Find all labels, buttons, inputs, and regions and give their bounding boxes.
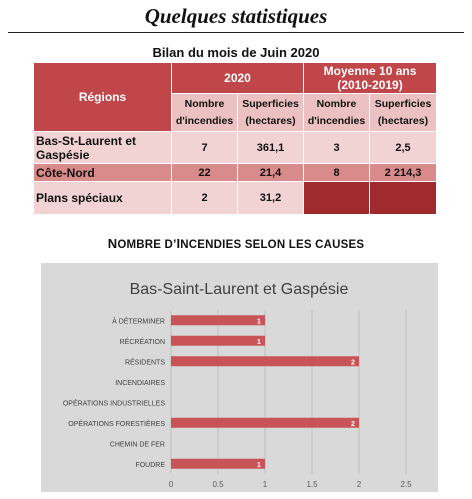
col-nombre-2020	[172, 94, 238, 132]
category-label: RÉCRÉATION	[119, 338, 165, 346]
section-title-initial: N	[107, 236, 118, 251]
regions-header: Régions	[34, 63, 172, 132]
col-superficies-average	[370, 94, 437, 132]
data-label: 2	[351, 420, 355, 428]
section-title	[0, 236, 472, 251]
cell-superficies-2020: 21,4	[238, 164, 304, 182]
group-average-header	[304, 63, 437, 94]
cell-nombre-2020: 2	[172, 182, 238, 215]
section-title-part2: NCENDIES SELON LES CAUSES	[180, 239, 365, 251]
table-row	[34, 164, 437, 182]
category-label: À DÉTERMINER	[112, 318, 165, 326]
cell-nombre-2020: 22	[172, 164, 238, 182]
x-tick-label: 1.5	[306, 480, 318, 489]
cell-nombre-average: 3	[304, 132, 370, 164]
region-name-line1: Bas-St-Laurent et	[36, 133, 137, 148]
x-tick-label: 2	[356, 480, 362, 489]
x-tick-label: 0	[168, 480, 174, 489]
category-label: OPÉRATIONS INDUSTRIELLES	[62, 400, 165, 408]
group-average-line1: Moyenne 10 ans	[323, 64, 417, 78]
category-label: FOUDRE	[135, 461, 165, 469]
group-2020-header: 2020	[172, 63, 304, 94]
col-nombre-line2: d'incendies	[175, 114, 234, 127]
cell-superficies-2020: 31,2	[238, 182, 304, 215]
col-nombre-line1: Nombre	[184, 97, 225, 110]
cell-superficies-2020: 361,1	[238, 132, 304, 164]
cell-superficies-average-empty	[370, 182, 437, 215]
col-superficies-line1: Superficies	[242, 97, 299, 110]
chart-title: Bas-Saint-Laurent et Gaspésie	[129, 281, 349, 298]
region-name-line2: Gaspésie	[36, 147, 90, 162]
cell-nombre-2020: 7	[172, 132, 238, 164]
chart-svg	[41, 263, 438, 492]
bar	[171, 336, 265, 346]
cell-nombre-average: 8	[304, 164, 370, 182]
bar	[171, 315, 265, 325]
data-label: 1	[257, 461, 261, 469]
table-subtitle: Bilan du mois de Juin 2020	[152, 45, 320, 60]
col-superficies-line2: (hectares)	[245, 114, 296, 127]
title-underline	[8, 32, 464, 33]
region-name	[34, 132, 172, 164]
section-title-part1: OMBRE D	[117, 239, 174, 251]
category-label: OPÉRATIONS FORESTIÈRES	[68, 420, 165, 428]
col-superficies-line2: (hectares)	[377, 114, 429, 127]
col-nombre-line2: d'incendies	[307, 114, 366, 127]
section-title-apostrophe: ’	[173, 239, 177, 251]
data-label: 1	[257, 338, 261, 346]
x-tick-label: 1	[262, 480, 268, 489]
region-name: Côte-Nord	[34, 164, 172, 182]
col-superficies-line1: Superficies	[374, 97, 432, 110]
bar	[171, 459, 265, 469]
category-label: RÉSIDENTS	[124, 359, 165, 367]
data-label: 2	[351, 359, 355, 367]
col-nombre-line1: Nombre	[316, 97, 357, 110]
bar	[171, 356, 359, 366]
col-superficies-2020	[238, 94, 304, 132]
section-title-initial2: I	[176, 236, 181, 251]
table-row	[34, 132, 437, 164]
cell-superficies-average: 2 214,3	[370, 164, 437, 182]
table-row	[34, 182, 437, 215]
bar	[171, 418, 359, 428]
x-tick-label: 0.5	[212, 480, 224, 489]
cell-nombre-average-empty	[304, 182, 370, 215]
data-label: 1	[257, 318, 261, 326]
category-label: INCENDIAIRES	[115, 379, 165, 387]
page-title: Quelques statistiques	[144, 4, 328, 28]
causes-chart	[41, 263, 438, 492]
group-average-line2: (2010-2019)	[337, 78, 403, 92]
cell-superficies-average: 2,5	[370, 132, 437, 164]
region-name: Plans spéciaux	[34, 182, 172, 215]
x-tick-label: 2.5	[400, 480, 412, 489]
col-nombre-average	[304, 94, 370, 132]
stats-table	[33, 62, 437, 215]
category-label: CHEMIN DE FER	[109, 441, 165, 449]
